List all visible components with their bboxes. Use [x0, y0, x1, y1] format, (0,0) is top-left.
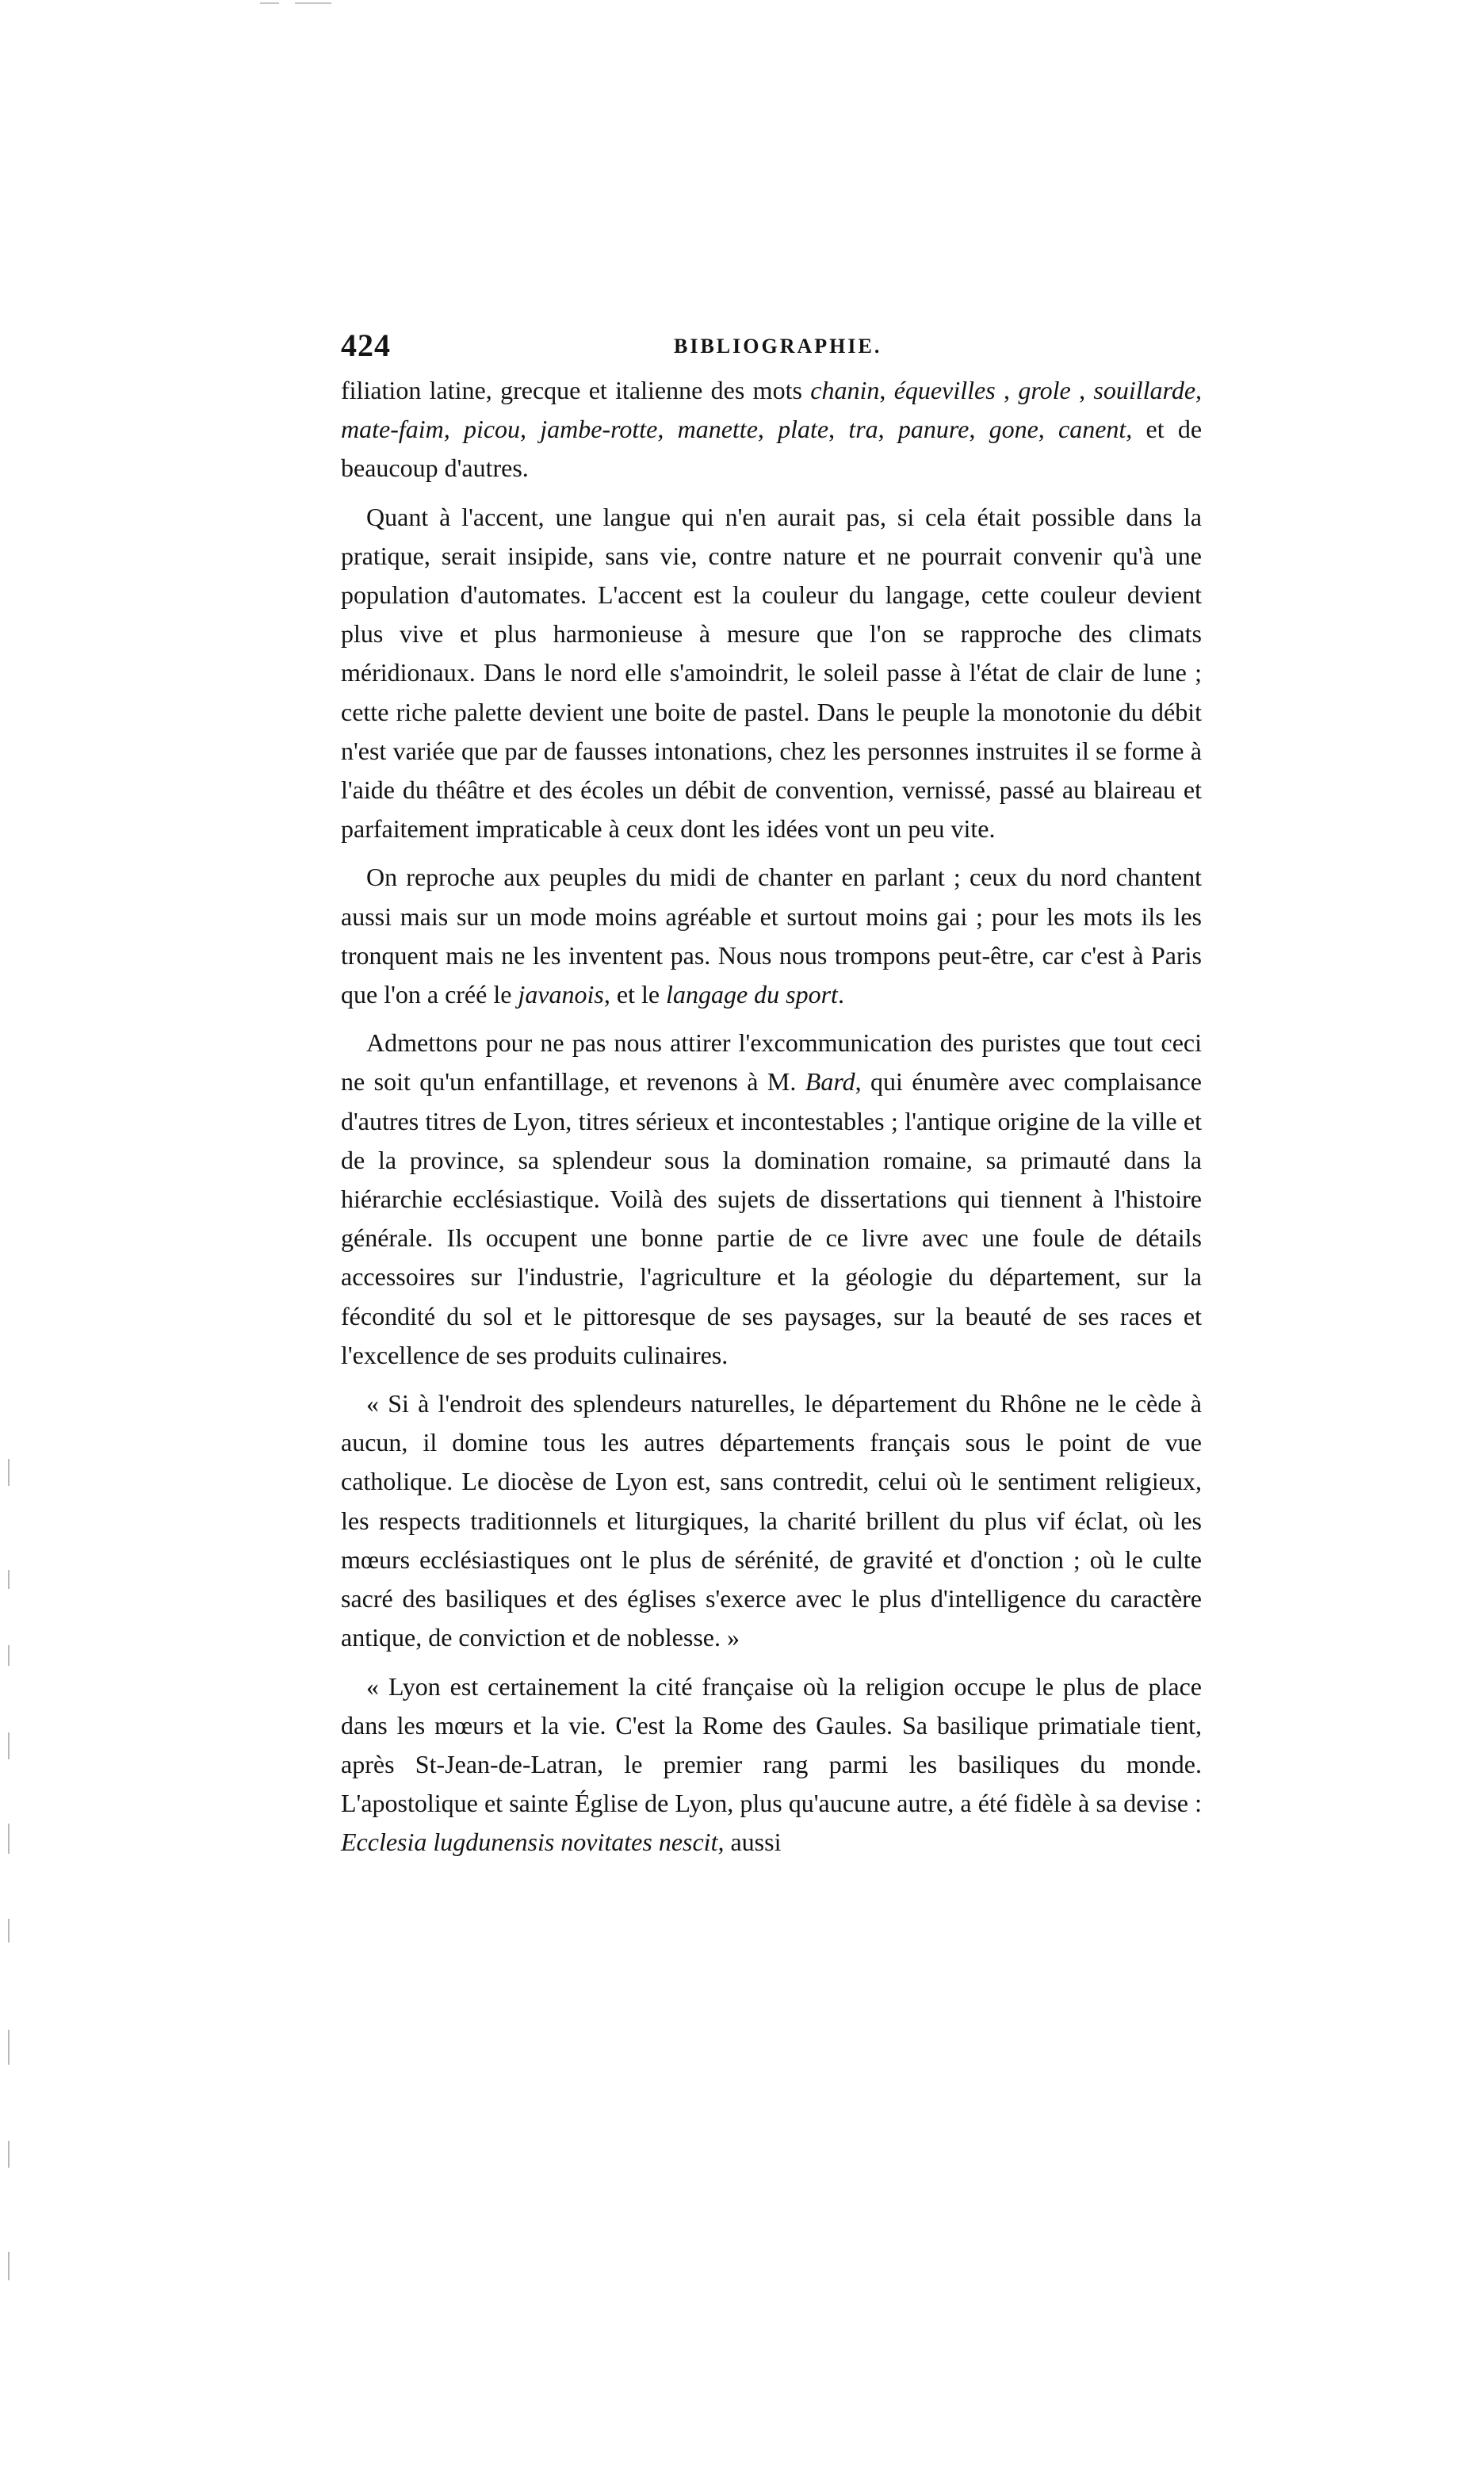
quote-rhone: « Si à l'endroit des splendeurs naturelles, le département du Rhône ne le cède à aucun, il domine tous les autres départements français sous le point de vue catholique. Le diocèse de Lyon est, sans contredit, celui où le sentiment religieux, les respects traditionnels et liturgiques, la charité brillent du plus vif éclat, où les mœurs ecclésiastiques ont le plus de sérénité, de gravité et d'onction ; où le culte sacré des basiliques et des églises s'exerce avec le plus d'intelligence du caractère antique, de conviction et de noblesse. »	[341, 1389, 1202, 1652]
text-run: Admettons pour ne pas nous attirer l'excommunication des puristes que tout ceci ne soit qu'un enfantillage, et revenons à M.	[341, 1028, 1202, 1097]
quote-lyon	[341, 1667, 1202, 1862]
gutter-mark	[8, 1459, 10, 1486]
running-head	[341, 327, 1202, 371]
text-run: On reproche aux peuples du midi de chanter en parlant ; ceux du nord chantent aussi mais sur un mode moins agréable et surtout moins gai ; pour les mots ils les tronquent mais ne les inventent pas. Nous nous trompons peut-être, car c'est à Paris que l'on a créé le	[341, 863, 1202, 1009]
italic-term: javanois	[518, 980, 604, 1009]
gutter-mark	[8, 2141, 10, 2168]
text-run: et de beaucoup d'autres.	[341, 415, 1203, 483]
text-run: ,	[879, 376, 894, 404]
scan-edge-mark	[295, 2, 331, 4]
page-number: 424	[341, 327, 391, 363]
gutter-mark	[8, 1919, 10, 1943]
text-run: ,	[828, 415, 849, 444]
paragraph-word-list	[341, 371, 1202, 488]
italic-term: tra, panure, gone, canent,	[848, 415, 1133, 444]
text-run: aussi	[724, 1828, 782, 1857]
gutter-mark	[8, 1824, 10, 1854]
gutter-mark	[8, 2030, 10, 2065]
italic-term: équevilles	[893, 376, 996, 404]
text-run: .	[837, 980, 844, 1009]
gutter-mark	[8, 1570, 10, 1589]
text-run: ,	[1070, 376, 1094, 404]
latin-motto: Ecclesia lugdunensis novitates nescit,	[341, 1828, 725, 1857]
gutter-mark	[8, 1645, 10, 1666]
scan-edge-mark	[260, 2, 279, 4]
text-run: filiation latine, grecque et italienne des mots	[341, 376, 811, 404]
italic-term: chanin	[810, 376, 880, 404]
paragraph-titres-de-lyon	[341, 1024, 1202, 1375]
italic-term: grole	[1018, 376, 1071, 404]
text-run: , qui énumère avec complaisance d'autres titres de Lyon, titres sérieux et incontestables ; l'antique origine de la ville et de la province, sa splendeur sous la domination romaine, sa primauté dans la hiérarchie ecclésiastique. Voilà des sujets de dissertations qui tiennent à l'histoire générale. Ils occupent une bonne partie de ce livre avec une foule de détails accessoires sur l'industrie, l'agriculture et la géologie du département, sur la fécondité du sol et le pittoresque de ses paysages, sur la beauté de ses races et l'excellence de ses produits culinaires.	[341, 1067, 1203, 1369]
page-text-block	[341, 327, 1202, 1862]
italic-name: Bard	[805, 1067, 855, 1097]
gutter-mark	[8, 1732, 10, 1759]
running-title: BIBLIOGRAPHIE.	[674, 335, 882, 358]
italic-term: langage du sport	[666, 980, 838, 1009]
italic-term: souillarde, mate-faim, picou, jambe-rotte, manette, plate	[341, 376, 1203, 444]
paragraph-peuples-du-midi	[341, 858, 1202, 1014]
text-run: ,	[995, 376, 1019, 404]
text-run: « Lyon est certainement la cité française où la religion occupe le plus de place dans les mœurs et la vie. C'est la Rome des Gaules. Sa basilique primatiale tient, après St-Jean-de-Latran, le premier rang parmi les basiliques du monde. L'apostolique et sainte Église de Lyon, plus qu'aucune autre, a été fidèle à sa devise :	[341, 1671, 1202, 1818]
text-run: , et le	[603, 980, 667, 1009]
gutter-mark	[8, 2252, 10, 2280]
paragraph-accent: Quant à l'accent, une langue qui n'en aurait pas, si cela était possible dans la pratique, serait insipide, sans vie, contre nature et ne pourrait convenir qu'à une population d'automates. L'accent est la couleur du langage, cette couleur devient plus vive et plus harmonieuse à mesure que l'on se rapproche des climats méridionaux. Dans le nord elle s'amoindrit, le soleil passe à l'état de clair de lune ; cette riche palette devient une boite de pastel. Dans le peuple la monotonie du débit n'est variée que par de fausses intonations, chez les personnes instruites il se forme à l'aide du théâtre et des écoles un débit de convention, vernissé, passé au blaireau et parfaitement impraticable à ceux dont les idées vont un peu vite.	[341, 502, 1202, 844]
